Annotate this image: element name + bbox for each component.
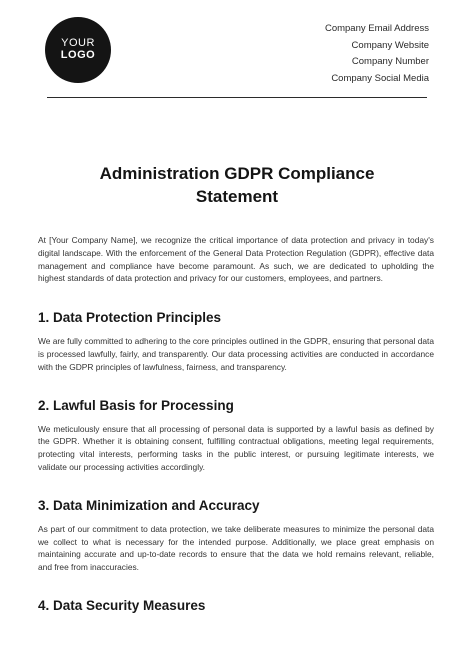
section-heading: 1. Data Protection Principles [38,310,222,326]
logo-text-line2: LOGO [60,49,96,61]
company-social-media: Company Social Media [331,72,429,84]
document-title-line2: Statement [195,187,279,206]
company-number: Company Number [351,56,429,67]
header-divider [47,97,427,98]
section-paragraph: We meticulously ensure that all processing of personal data is supported by a lawful basis as defined by the GDPR. Whether it is obtaining consent, fulfilling contractual obligations, meeting legal requirements, protecting vital interests, performing tasks in the public interest, or pursuing legitimate interests, we validate our processing activities accordingly. [38,423,434,472]
company-email: Company Email Address [324,23,429,34]
section-heading: 2. Lawful Basis for Processing [38,397,234,413]
intro-paragraph: At [Your Company Name], we recognize the critical importance of data protection and privacy in today's digital landscape. With the enforcement of the General Data Protection Regulation (GDPR), effective data management and compliance have become paramount. As such, we are dedicated to upholding the highest standards of data protection and privacy for our customers, employees, and partners. [38,235,434,284]
company-contact-block [325,21,429,87]
document-title-line1: Administration GDPR Compliance [99,164,375,183]
logo-text-line1: YOUR [61,37,95,50]
document-title [40,162,434,208]
section-heading: 3. Data Minimization and Accuracy [38,497,260,513]
company-logo [45,17,111,83]
section-paragraph: As part of our commitment to data protection, we take deliberate measures to minimize the personal data we collect to what is necessary for the intended purpose. Additionally, we place great emphasis on maintaining accurate and up-to-date records to ensure that the data we hold remains relevant, reliable, and free from inaccuracies. [38,523,434,573]
section-heading: 4. Data Security Measures [38,597,206,613]
document-body [38,234,434,615]
company-website: Company Website [351,39,429,51]
section-paragraph: We are fully committed to adhering to the core principles outlined in the GDPR, ensuring that personal data is processed lawfully, fairly, and transparently. Our data processing activities are conducted in accordance with the GDPR principles of lawfulness, fairness, and transparency. [38,336,435,372]
